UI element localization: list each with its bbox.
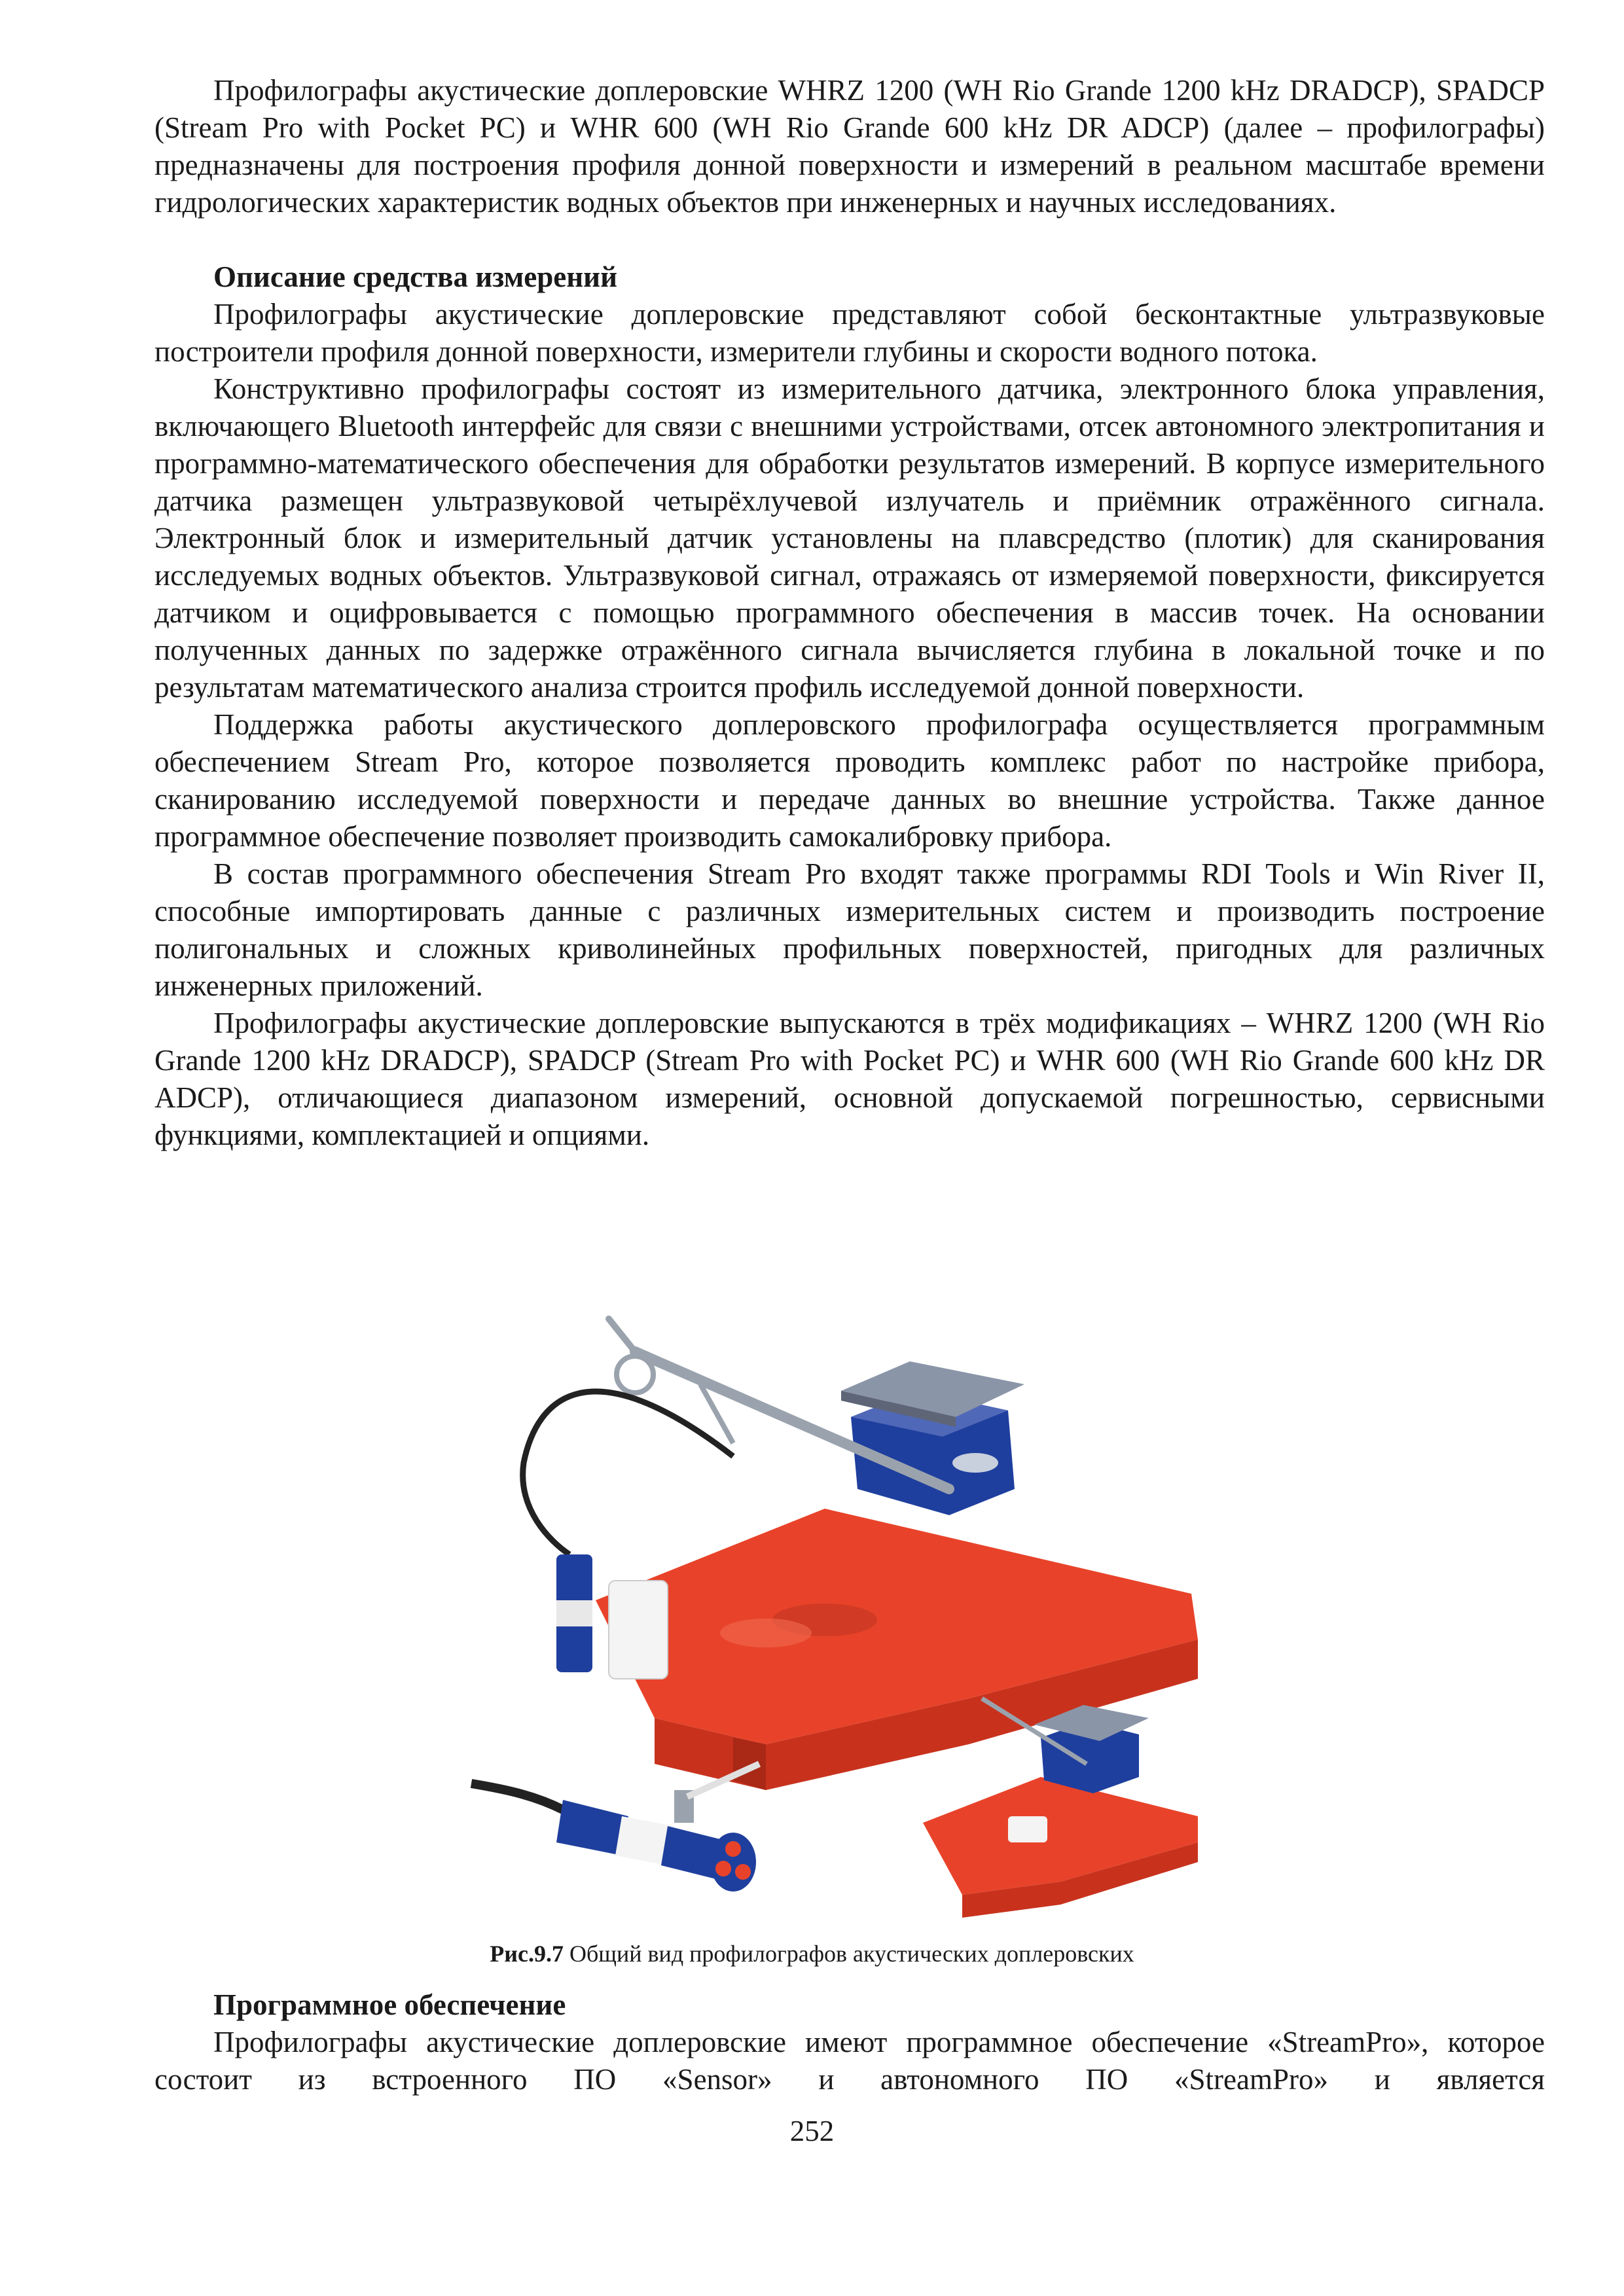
section-heading-software: Программное обеспечение xyxy=(213,1988,566,2021)
software-text xyxy=(154,2024,1545,2098)
figure-caption xyxy=(0,1939,1624,1969)
section-software xyxy=(154,1986,1545,2024)
figure-caption-text: Общий вид профилографов акустических доплеровских xyxy=(563,1941,1134,1967)
figure-label: Рис.9.7 xyxy=(490,1941,564,1967)
paragraph: Профилографы акустические доплеровские представляют собой бесконтактные ультразвуковые построители профиля донной поверхности, измерители глубины и скорости водного потока. xyxy=(154,298,1545,368)
paragraph: Поддержка работы акустического доплеровского профилографа осуществляется программным обеспечением Stream Pro, которое позволяется проводить комплекс работ по настройке прибора, сканированию исследуемой поверхности и передаче данных во внешние устройства. Также данное программное обеспечение позволяет производить самокалибровку прибора. xyxy=(154,708,1545,853)
paragraph: Профилографы акустические доплеровские выпускаются в трёх модификациях – WHRZ 1200 (WH Rio Grande 1200 kHz DRADCP), SPADCP (Stream Pro with Pocket PC) и WHR 600 (WH Rio Grande 600 kHz DR ADCP), отличающиеся диапазоном измерений, основной допускаемой погрешностью, сервисными функциями, комплектацией и опциями. xyxy=(154,1007,1545,1151)
section-heading-description: Описание средства измерений xyxy=(213,260,618,293)
paragraph: В состав программного обеспечения Stream Pro входят также программы RDI Tools и Win River II, способные импортировать данные с различных измерительных систем и производить построение полигональных и сложных криволинейных профильных поверхностей, пригодных для различных инженерных приложений. xyxy=(154,857,1545,1002)
intro-paragraph: Профилографы акустические доплеровские WHRZ 1200 (WH Rio Grande 1200 kHz DRADCP), SPADCP (Stream Pro with Pocket PC) и WHR 600 (WH Rio Grande 600 kHz DR ADCP) (далее – профилографы) предназначены для построения профиля донной поверхности и измерений в реальном масштабе времени гидрологических характеристик водных объектов при инженерных и научных исследованиях. xyxy=(154,74,1545,219)
main-text xyxy=(154,72,1545,1154)
page-number: 252 xyxy=(789,2115,835,2147)
sensor-closeup-illustration xyxy=(471,1764,759,1892)
paragraph: Профилографы акустические доплеровские имеют программное обеспечение «StreamPro», которое состоит из встроенного ПО «Sensor» и автономного ПО «StreamPro» и является xyxy=(154,2026,1545,2096)
paragraph: Конструктивно профилографы состоят из измерительного датчика, электронного блока управления, включающего Bluetooth интерфейс для связи с внешними устройствами, отсек автономного электропитания и программно-математического обеспечения для обработки результатов измерений. В корпусе измерительного датчика размещен ультразвуковой четырёхлучевой излучатель и приёмник отражённого сигнала. Электронный блок и измерительный датчик установлены на плавсредство (плотик) для сканирования исследуемых водных объектов. Ультразвуковой сигнал, отражаясь от измеряемой поверхности, фиксируется датчиком и оцифровывается с помощью программного обеспечения в массив точек. На основании полученных данных по задержке отражённого сигнала вычисляется глубина в локальной точке и по результатам математического анализа строится профиль исследуемой донной поверхности. xyxy=(154,372,1545,704)
profiler-photo xyxy=(458,1293,1276,1947)
